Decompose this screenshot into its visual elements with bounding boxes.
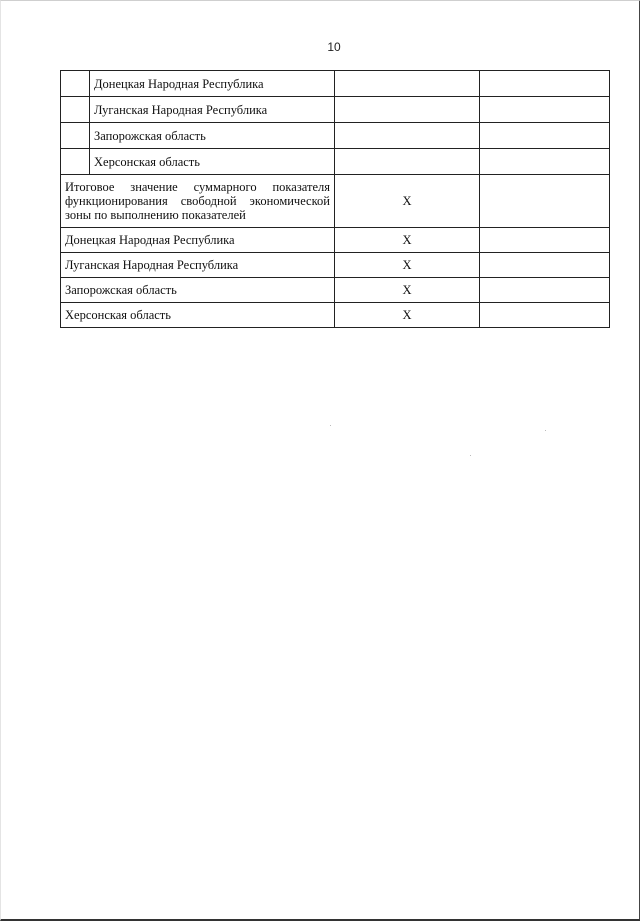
not-applicable-mark: X bbox=[335, 253, 480, 278]
table-row bbox=[61, 253, 610, 278]
value-cell bbox=[480, 253, 610, 278]
value-cell bbox=[480, 278, 610, 303]
total-label-cell: Итоговое значение суммарного показателя функционирования свободной экономической зоны по выполнению показателей bbox=[61, 175, 335, 228]
not-applicable-mark: X bbox=[335, 175, 480, 228]
index-cell bbox=[61, 71, 90, 97]
subject-name-cell: Луганская Народная Республика bbox=[90, 97, 335, 123]
index-cell bbox=[61, 97, 90, 123]
value-cell bbox=[335, 123, 480, 149]
value-cell bbox=[480, 149, 610, 175]
subject-name-cell: Донецкая Народная Республика bbox=[90, 71, 335, 97]
value-cell bbox=[335, 71, 480, 97]
value-cell bbox=[480, 228, 610, 253]
value-cell bbox=[335, 97, 480, 123]
region-name-cell: Донецкая Народная Республика bbox=[61, 228, 335, 253]
not-applicable-mark: X bbox=[335, 228, 480, 253]
subject-name-cell: Херсонская область bbox=[90, 149, 335, 175]
table-row bbox=[61, 228, 610, 253]
not-applicable-mark: X bbox=[335, 303, 480, 328]
table-row bbox=[61, 303, 610, 328]
table-row bbox=[61, 71, 610, 97]
value-cell bbox=[480, 175, 610, 228]
table-row bbox=[61, 149, 610, 175]
region-name-cell: Запорожская область bbox=[61, 278, 335, 303]
value-cell bbox=[480, 303, 610, 328]
value-cell bbox=[335, 149, 480, 175]
indicator-table bbox=[60, 70, 610, 328]
table-row bbox=[61, 123, 610, 149]
page-number: 10 bbox=[327, 40, 341, 54]
total-row bbox=[61, 175, 610, 228]
index-cell bbox=[61, 123, 90, 149]
value-cell bbox=[480, 123, 610, 149]
table-row bbox=[61, 97, 610, 123]
value-cell bbox=[480, 71, 610, 97]
region-name-cell: Херсонская область bbox=[61, 303, 335, 328]
not-applicable-mark: X bbox=[335, 278, 480, 303]
table-row bbox=[61, 278, 610, 303]
region-name-cell: Луганская Народная Республика bbox=[61, 253, 335, 278]
index-cell bbox=[61, 149, 90, 175]
subject-name-cell: Запорожская область bbox=[90, 123, 335, 149]
value-cell bbox=[480, 97, 610, 123]
